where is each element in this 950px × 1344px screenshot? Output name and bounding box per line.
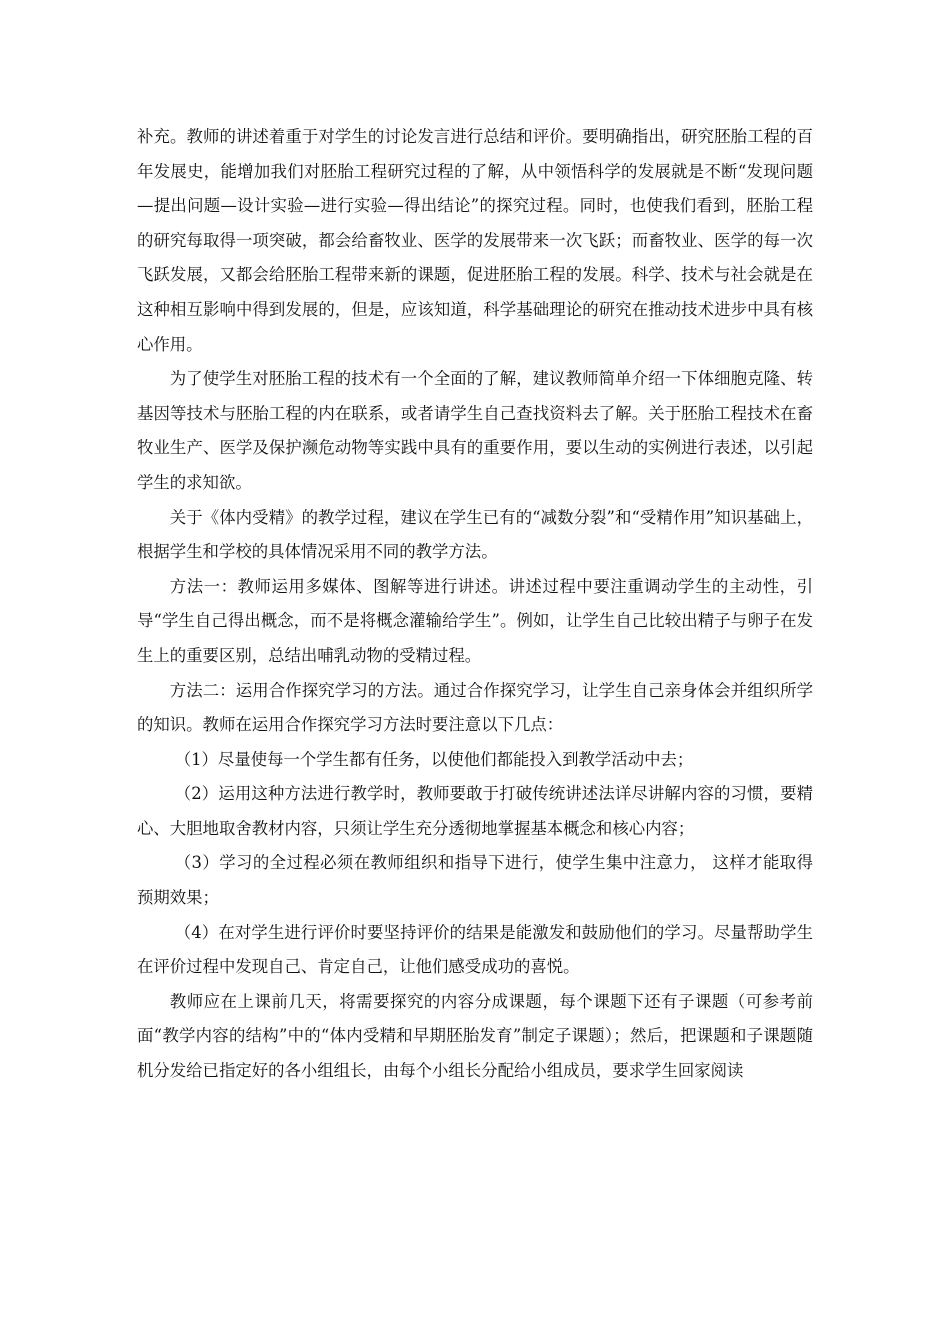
list-item-point-1: （1）尽量使每一个学生都有任务，以使他们都能投入到教学活动中去； xyxy=(174,749,694,769)
paragraph-preparation: 教师应在上课前几天，将需要探究的内容分成课题，每个课题下还有子课题（可参考前面“教学内容的结构”中的“体内受精和早期胚胎发育”制定子课题）；然后，把课题和子课题随机分发给已指定好的各小组组长，由每个小组长分配给小组成员，要求学生回家阅读 xyxy=(137,991,813,1081)
paragraph-method-two: 方法二：运用合作探究学习的方法。通过合作探究学习，让学生自己亲身体会并组织所学的知识。教师在运用合作探究学习方法时要注意以下几点： xyxy=(137,680,813,735)
paragraph-method-one: 方法一：教师运用多媒体、图解等进行讲述。讲述过程中要注重调动学生的主动性，引导“学生自己得出概念，而不是将概念灌输给学生”。例如，让学生自己比较出精子与卵子在发生上的重要区别，总结出哺乳动物的受精过程。 xyxy=(137,576,813,665)
paragraph-continuation: 补充。教师的讲述着重于对学生的讨论发言进行总结和评价。要明确指出，研究胚胎工程的百年发展史，能增加我们对胚胎工程研究过程的了解，从中领悟科学的发展就是不断“发现问题—提出问题—设计实验—进行实验—得出结论”的探究过程。同时，也使我们看到，胚胎工程的研究每取得一项突破，都会给畜牧业、医学的发展带来一次飞跃；而畜牧业、医学的每一次飞跃发展，又都会给胚胎工程带来新的课题，促进胚胎工程的发展。科学、技术与社会就是在这种相互影响中得到发展的，但是，应该知道，科学基础理论的研究在推动技术进步中具有核心作用。 xyxy=(137,127,813,354)
list-item-point-2: （2）运用这种方法进行教学时，教师要敢于打破传统讲述法详尽讲解内容的习惯，要精心、大胆地取舍教材内容，只须让学生充分透彻地掌握基本概念和核心内容； xyxy=(137,784,813,838)
paragraph-embryo-techniques: 为了使学生对胚胎工程的技术有一个全面的了解，建议教师简单介绍一下体细胞克隆、转基因等技术与胚胎工程的内在联系，或者请学生自己查找资料去了解。关于胚胎工程技术在畜牧业生产、医学及保护濒危动物等实践中具有的重要作用，要以生动的实例进行表述，以引起学生的求知欲。 xyxy=(137,369,813,492)
paragraph-in-vivo-fertilization: 关于《体内受精》的教学过程，建议在学生已有的“减数分裂”和“受精作用”知识基础上，根据学生和学校的具体情况采用不同的教学方法。 xyxy=(137,507,813,562)
document-body xyxy=(137,120,813,1089)
list-item-point-4: （4）在对学生进行评价时要坚持评价的结果是能激发和鼓励他们的学习。尽量帮助学生在评价过程中发现自己、肯定自己，让他们感受成功的喜悦。 xyxy=(137,922,813,977)
list-item-point-3: （3）学习的全过程必须在教师组织和指导下进行，使学生集中注意力， 这样才能取得预期效果； xyxy=(137,853,813,908)
